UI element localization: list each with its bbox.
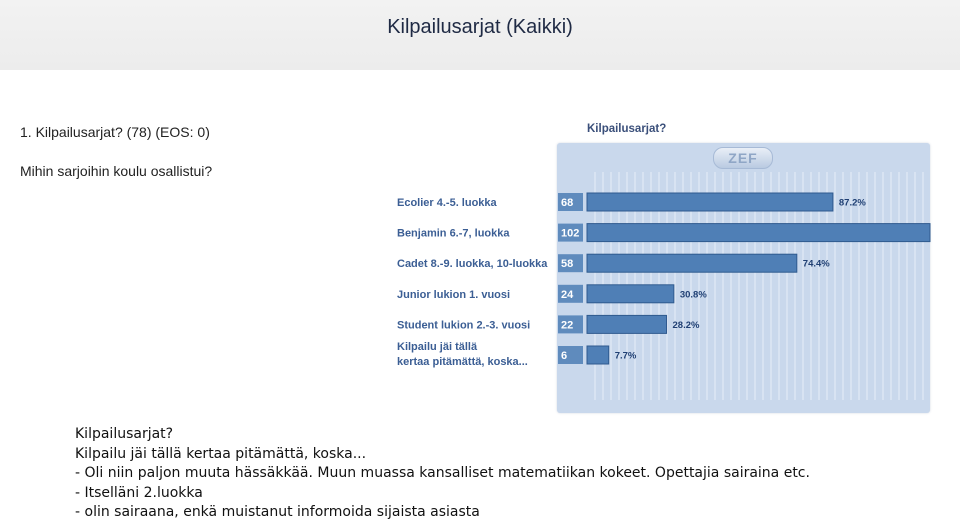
comment-line: Kilpailu jäi tällä kertaa pitämättä, koska... [75, 445, 367, 462]
count-label: 102 [561, 227, 580, 240]
category-label: Benjamin 6.-7, luokka [397, 227, 510, 240]
percent-label: 7.7% [614, 350, 637, 362]
question-number-line: 1. Kilpailusarjat? (78) (EOS: 0) [20, 124, 210, 140]
comments-block [75, 425, 810, 523]
category-label: Kilpailu jäi tällä [397, 341, 478, 353]
comment-line: - olin sairaana, enkä muistanut informoida sijaista asiasta [75, 504, 480, 520]
bar [587, 254, 797, 272]
count-label: 22 [561, 319, 574, 332]
count-label: 58 [561, 258, 574, 271]
comment-line: - Itselläni 2.luokka [75, 484, 203, 501]
zef-logo: ZEF [713, 147, 773, 169]
bar [587, 224, 930, 242]
bar [587, 193, 833, 211]
category-label: Student lukion 2.-3. vuosi [397, 319, 531, 332]
bar [587, 315, 667, 333]
category-label: kertaa pitämättä, koska... [397, 356, 528, 368]
percent-label: 74.4% [802, 258, 830, 270]
percent-label: 30.8% [679, 289, 707, 301]
count-label: 24 [561, 288, 574, 301]
comments-heading: Kilpailusarjat? [75, 426, 174, 442]
bar [587, 346, 609, 364]
chart-title: Kilpailusarjat? [587, 123, 667, 135]
page-title: Kilpailusarjat (Kaikki) [387, 16, 573, 38]
percent-label: 87.2% [838, 197, 866, 209]
count-label: 6 [561, 350, 568, 362]
category-label: Cadet 8.-9. luokka, 10-luokka [397, 258, 548, 271]
bar [587, 285, 674, 303]
comment-line: - Oli niin paljon muuta hässäkkää. Muun muassa kansalliset matematiikan kokeet. Opettajia sairaina etc. [75, 465, 810, 481]
percent-label: 28.2% [672, 319, 700, 331]
category-label: Ecolier 4.-5. luokka [397, 197, 497, 209]
category-label: Junior lukion 1. vuosi [397, 288, 511, 301]
count-label: 68 [561, 197, 574, 209]
question-text: Mihin sarjoihin koulu osallistui? [20, 163, 213, 179]
